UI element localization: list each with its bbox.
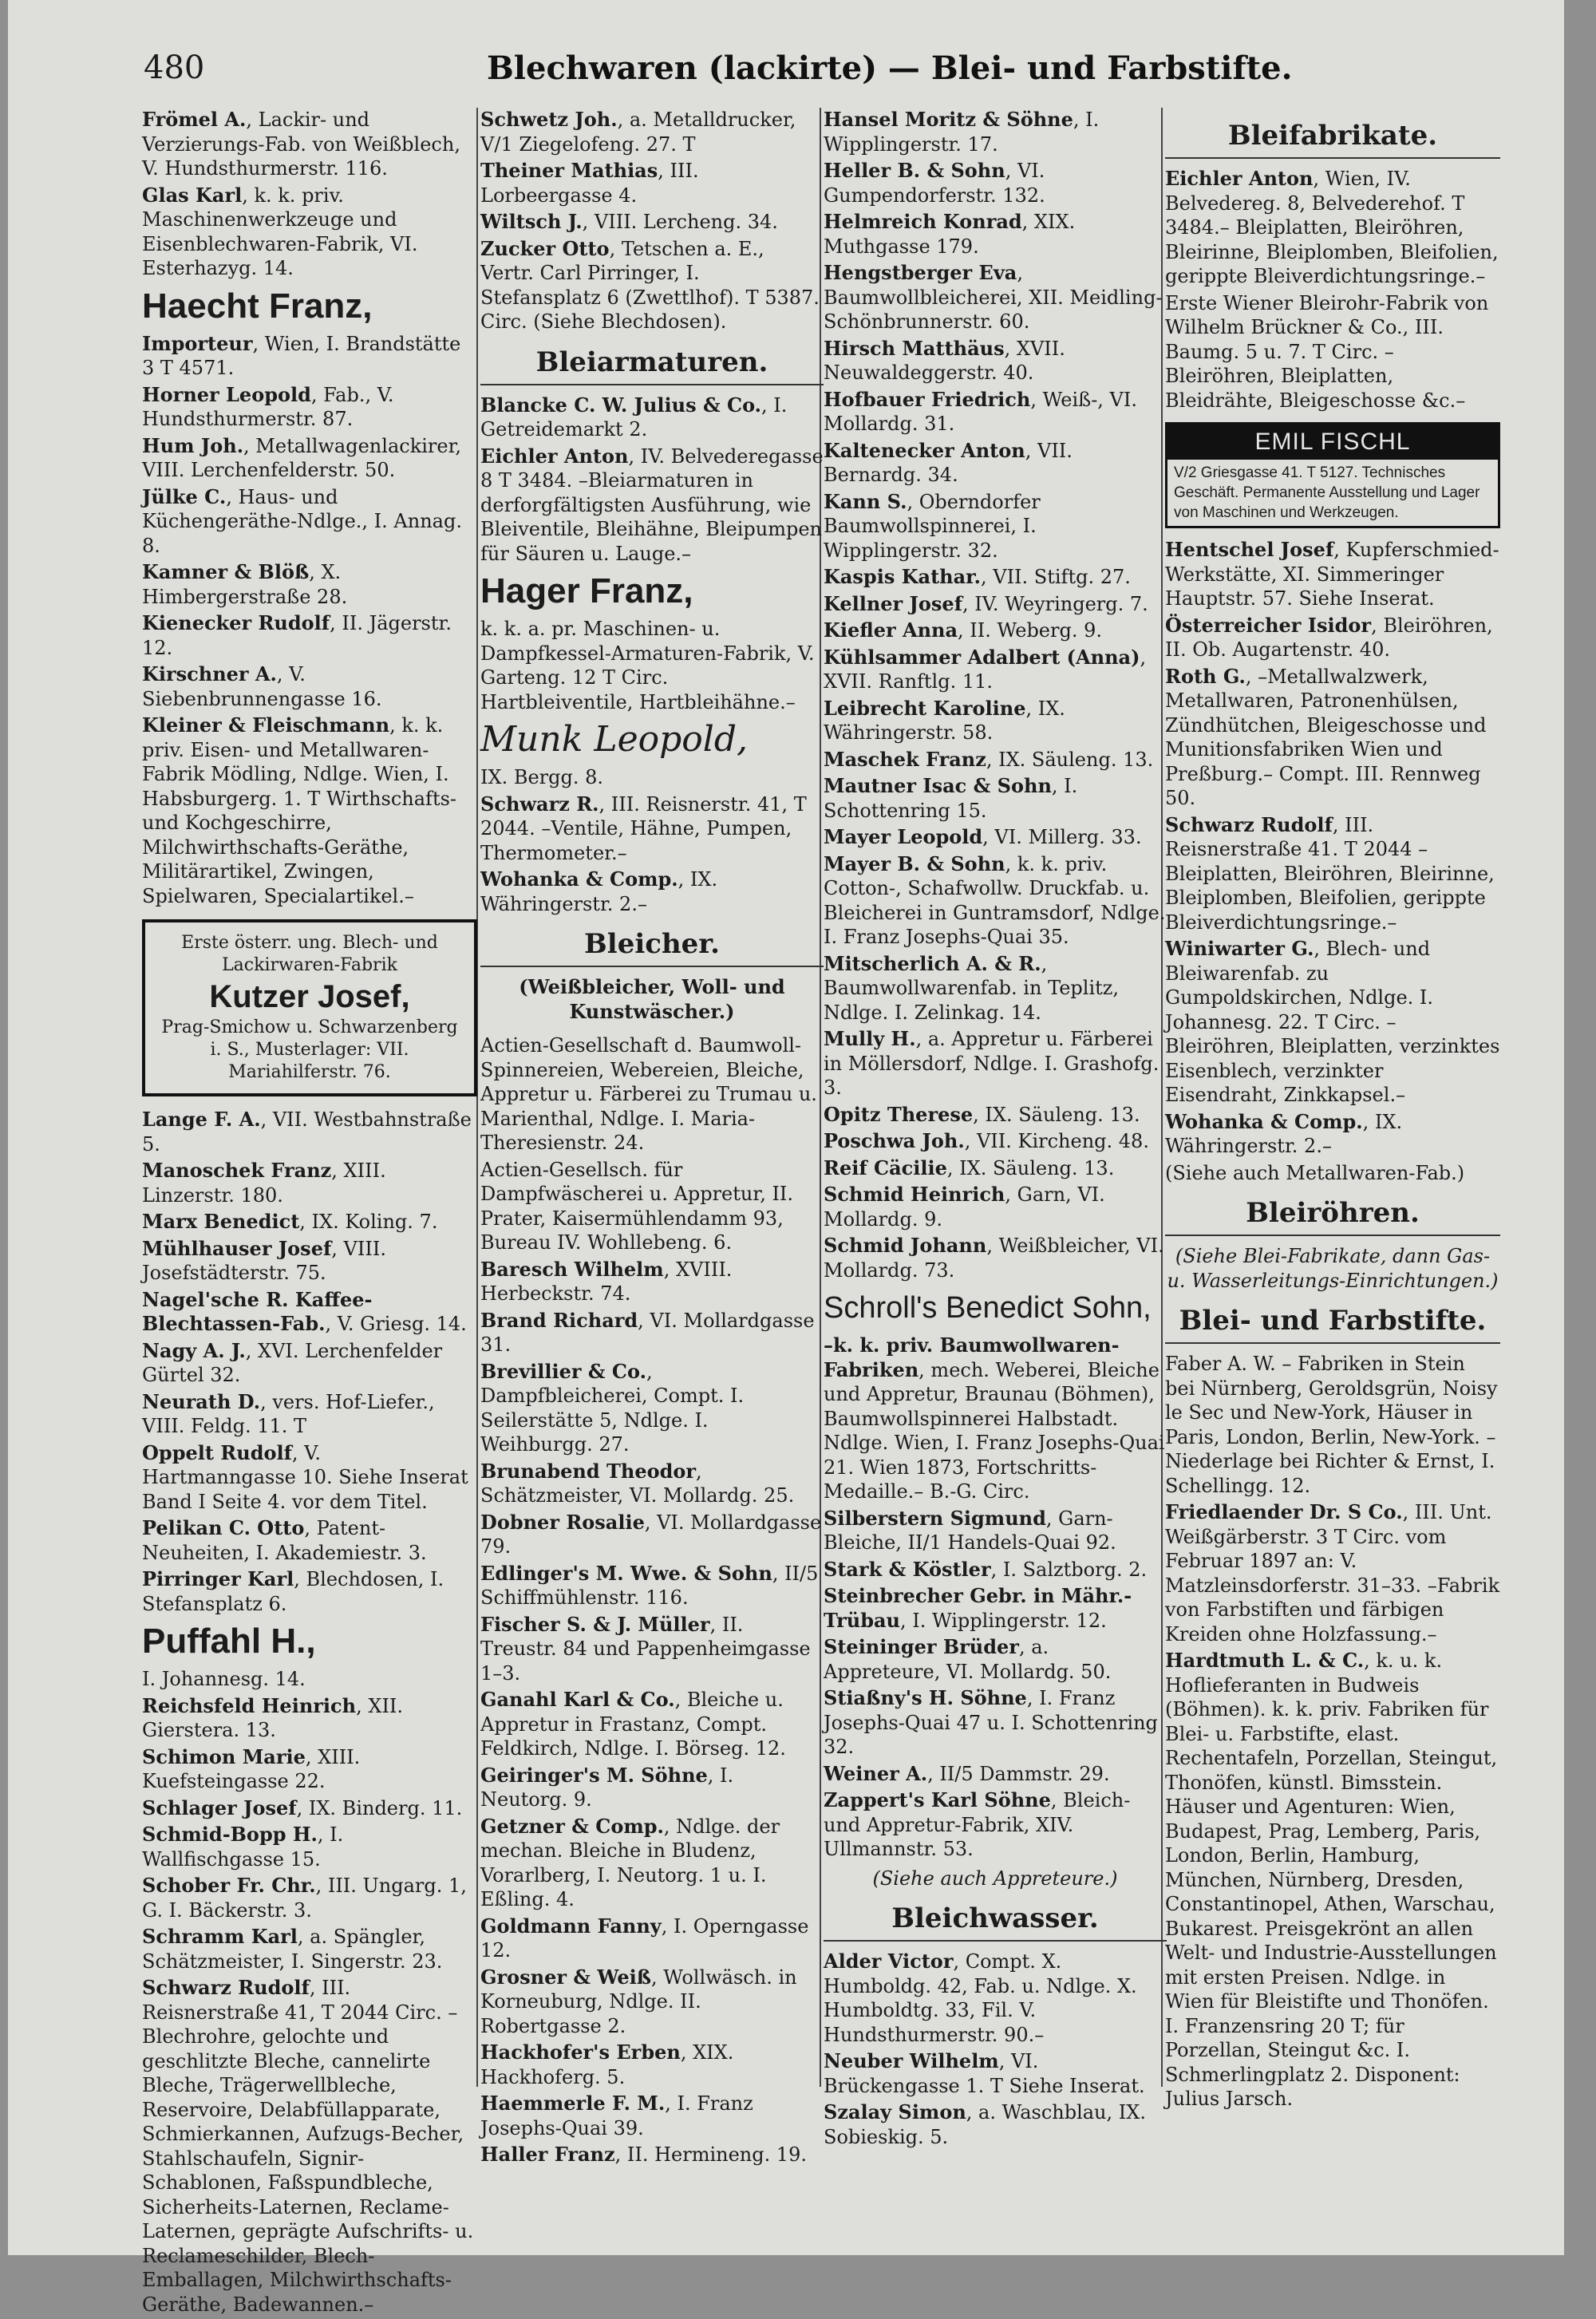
directory-entry: Eichler Anton, IV. Belvederegasse 8 T 3484. –Bleiarmaturen in derforgfältigsten Ausführung, wie Bleiventile, Bleihähne, Bleipumpen für Säuren u. Lauge.– [480, 444, 824, 565]
directory-entry: Actien-Gesellschaft d. Baumwoll-Spinnereien, Webereien, Bleiche, Appretur u. Färberei zu Trumau u. Marienthal, Ndlge. I. Maria-Theresienstr. 24. [480, 1034, 817, 1154]
directory-entry: Neurath D., vers. Hof-Liefer., VIII. Feldg. 11. T [142, 1389, 435, 1437]
directory-entry: Schlager Josef, IX. Binderg. 11. [142, 1796, 463, 1819]
directory-entry: Marx Benedict, IX. Koling. 7. [142, 1210, 438, 1233]
directory-entry: k. k. a. pr. Maschinen- u. Dampfkessel-Armaturen-Fabrik, V. Garteng. 12 T Circ. Hartbleiventile, Hartbleihähne.– [480, 618, 815, 713]
directory-entry: Glas Karl, k. k. priv. Maschinenwerkzeuge und Eisenblechwaren-Fabrik, VI. Esterhazyg. 14. [142, 183, 418, 279]
directory-entry: Theiner Mathias, III. Lorbeergasse 4. [480, 159, 699, 207]
directory-entry: Poschwa Joh., VII. Kircheng. 48. [824, 1129, 1149, 1152]
directory-entry: Schwarz Rudolf, III. Reisnerstraße 41, T 2044 Circ. –Blechrohre, gelochte und geschlitzte Bleche, cannelirte Bleche, Trägerwellbleche, Reservoire, Delabfüllapparate, Schmierkannen, Aufzugs-Becher, Stahlschaufeln, Signir-Schablonen, Faßspundbleche, Sicherheits-Laternen, Reclame-Laternen, geprägte Aufschrifts- u. Reclameschilder, Blech-Emballagen, Milchwirthschafts-Geräthe, Badewannen.– [142, 1976, 474, 2316]
directory-entry: Kamner & Blöß, X. Himbergerstraße 28. [142, 560, 348, 608]
advert-name: Puffahl H., [142, 1622, 316, 1661]
directory-entry: Österreicher Isidor, Bleiröhren, II. Ob. Augartenstr. 40. [1165, 613, 1493, 661]
section-heading: Bleicher. [480, 926, 824, 967]
directory-entry: Hum Joh., Metallwagenlackirer, VIII. Lerchenfelderstr. 50. [142, 433, 462, 481]
directory-entry: Brunabend Theodor, Schätzmeister, VI. Mollardg. 25. [480, 1459, 795, 1507]
directory-entry: Stark & Köstler, I. Salztborg. 2. [824, 1557, 1148, 1581]
section-heading: Bleifabrikate. [1165, 117, 1500, 159]
directory-entry: Getzner & Comp., Ndlge. der mechan. Bleiche in Bludenz, Vorarlberg, I. Neutorg. 1 u. I. Eßling. 4. [480, 1814, 780, 1910]
directory-entry: Maschek Franz, IX. Säuleng. 13. [824, 747, 1154, 771]
directory-entry: Reichsfeld Heinrich, XII. Gierstera. 13. [142, 1693, 404, 1741]
advert-box-name: Kutzer Josef, [209, 979, 410, 1014]
directory-entry: Roth G., –Metallwalzwerk, Metallwaren, Patronenhülsen, Zündhütchen, Bleigeschosse und Munitionsfabriken Wien und Preßburg.– Compt. III. Rennweg 50. [1165, 664, 1487, 809]
directory-entry: Actien-Gesellsch. für Dampfwäscherei u. Appretur, II. Prater, Kaisermühlendamm 93, Bureau IV. Wohllebeng. 6. [480, 1158, 794, 1254]
directory-entry: Kellner Josef, IV. Weyringerg. 7. [824, 591, 1148, 615]
directory-entry: Ganahl Karl & Co., Bleiche u. Appretur in Frastanz, Compt. Feldkirch, Ndlge. I. Börseg. 12. [480, 1688, 786, 1760]
running-head: Blechwaren (lackirte) — Blei- und Farbstifte. [487, 49, 1293, 87]
directory-entry: Hofbauer Friedrich, Weiß-, VI. Mollardg. 31. [824, 387, 1137, 435]
section-heading: Bleiröhren. [1165, 1195, 1500, 1236]
directory-entry: Zappert's Karl Söhne, Bleich- und Appretur-Fabrik, XIV. Ullmannstr. 53. [824, 1788, 1131, 1860]
directory-entry: IX. Bergg. 8. [480, 766, 604, 788]
directory-entry: Goldmann Fanny, I. Operngasse 12. [480, 1914, 809, 1961]
directory-entry: Schober Fr. Chr., III. Ungarg. 1, G. I. Bäckerstr. 3. [142, 1874, 467, 1922]
directory-entry: Erste Wiener Bleirohr-Fabrik von Wilhelm Brückner & Co., III. Baumg. 5 u. 7. T Circ. –Bleiröhren, Bleiplatten, Bleidrähte, Bleigeschosse &c.– [1165, 291, 1489, 412]
directory-entry: Steininger Brüder, a. Appreteure, VI. Mollardg. 50. [824, 1635, 1112, 1683]
directory-entry: Stiaßny's H. Söhne, I. Franz Josephs-Quai 47 u. I. Schottenring 32. [824, 1686, 1158, 1758]
directory-entry: Importeur, Wien, I. Brandstätte 3 T 4571. [142, 331, 461, 379]
advert-emil-fischl [1165, 422, 1500, 528]
directory-entry: Oppelt Rudolf, V. Hartmanngasse 10. Siehe Inserat Band I Seite 4. vor dem Titel. [142, 1440, 468, 1513]
directory-entry: Haemmerle F. M., I. Franz Josephs-Quai 39. [480, 2092, 753, 2139]
directory-entry: Heller B. & Sohn, VI. Gumpendorferstr. 132. [824, 159, 1045, 207]
directory-entry: Kühlsammer Adalbert (Anna), XVII. Ranftlg. 11. [824, 645, 1147, 693]
directory-entry: Nagy A. J., XVI. Lerchenfelder Gürtel 32. [142, 1338, 443, 1386]
directory-entry: Hansel Moritz & Söhne, I. Wipplingerstr. 17. [824, 108, 1100, 156]
directory-entry: Schimon Marie, XIII. Kuefsteingasse 22. [142, 1744, 361, 1792]
directory-entry: Winiwarter G., Blech- und Bleiwarenfab. zu Gumpoldskirchen, Ndlge. I. Johannesg. 22. T Circ. –Bleiröhren, Bleiplatten, verzinktes Eisenblech, verzinkter Eisendraht, Zinkkapsel.– [1165, 937, 1500, 1106]
directory-entry: Mayer B. & Sohn, k. k. priv. Cotton-, Schafwollw. Druckfab. u. Bleicherei in Guntramsdorf, Ndlge. I. Franz Josephs-Quai 35. [824, 851, 1166, 948]
directory-entry: Friedlaender Dr. S Co., III. Unt. Weißgärberstr. 3 T Circ. vom Februar 1897 an: V. Matzleinsdorferstr. 31–33. –Fabrik von Farbstiften und färbigen Kreiden ohne Holzfassung.– [1165, 1500, 1500, 1645]
directory-entry: Wiltsch J., VIII. Lercheng. 34. [480, 210, 778, 233]
section-heading: Bleiarmaturen. [480, 344, 824, 385]
directory-entry: Mully H., a. Appretur u. Färberei in Möllersdorf, Ndlge. I. Grashofg. 3. [824, 1027, 1159, 1099]
section-heading: Bleichwasser. [824, 1900, 1167, 1942]
directory-entry: Opitz Therese, IX. Säuleng. 13. [824, 1102, 1140, 1126]
column-1 [142, 108, 477, 2319]
advert-name: Hager Franz, [480, 571, 693, 610]
directory-entry: Helmreich Konrad, XIX. Muthgasse 179. [824, 210, 1076, 258]
directory-entry: Jülke C., Haus- und Küchengeräthe-Ndlge., I. Annag. 8. [142, 484, 462, 557]
directory-entry: Zucker Otto, Tetschen a. E., Vertr. Carl Pirringer, I. Stefansplatz 6 (Zwettlhof). T 5387. Circ. (Siehe Blechdosen). [480, 236, 820, 333]
directory-entry: I. Johannesg. 14. [142, 1668, 306, 1690]
directory-entry: Brevillier & Co., Dampfbleicherei, Compt. I. Seilerstätte 5, Ndlge. I. Weihburgg. 27. [480, 1359, 745, 1456]
section-note: (Weißbleicher, Woll- und Kunstwäscher.) [519, 975, 785, 1023]
directory-entry: Eichler Anton, Wien, IV. Belvedereg. 8, Belvederehof. T 3484.– Bleiplatten, Bleiröhren, Bleirinne, Bleiplomben, Bleifolien, gerippte Bleiverdichtungsringe.– [1165, 167, 1499, 287]
directory-entry: Mautner Isac & Sohn, I. Schottenring 15. [824, 774, 1078, 822]
advert-name: Schroll's Benedict Sohn, [824, 1291, 1152, 1325]
advert-box-line: Prag-Smichow u. Schwarzenberg i. S., Musterlager: VII. Mariahilferstr. 76. [161, 1017, 458, 1082]
advert-name: Haecht Franz, [142, 286, 373, 326]
directory-entry: Blancke C. W. Julius & Co., I. Getreidemarkt 2. [480, 393, 788, 440]
directory-entry: Hentschel Josef, Kupferschmied-Werkstätte, XI. Simmeringer Hauptstr. 57. Siehe Inserat. [1165, 538, 1499, 610]
page-number: 480 [144, 49, 205, 86]
advert-bar-name: EMIL FISCHL [1167, 425, 1498, 460]
directory-entry: Kiefler Anna, II. Weberg. 9. [824, 618, 1102, 642]
directory-entry: Leibrecht Karoline, IX. Währingerstr. 58. [824, 696, 1065, 744]
directory-entry: Dobner Rosalie, VI. Mollardgasse 79. [480, 1510, 822, 1558]
directory-entry: –k. k. priv. Baumwollwaren-Fabriken, mech. Weberei, Bleiche und Appretur, Braunau (Böhmen), Baumwollspinnerei Halbstadt. Ndlge. Wien, I. Franz Josephs-Quai 21. Wien 1873, Fortschritts-Medaille.– B.-G. Circ. [824, 1333, 1165, 1503]
directory-entry: Faber A. W. – Fabriken in Stein bei Nürnberg, Geroldsgrün, Noisy le Sec und New-York, Häuser in Paris, London, Berlin, New-York. – Niederlage bei Richter & Ernst, I. Schellingg. 12. [1165, 1353, 1498, 1497]
directory-entry: Brand Richard, VI. Mollardgasse 31. [480, 1308, 815, 1356]
directory-entry: Geiringer's M. Söhne, I. Neutorg. 9. [480, 1763, 734, 1811]
directory-entry: Schramm Karl, a. Spängler, Schätzmeister, I. Singerstr. 23. [142, 1925, 443, 1973]
directory-entry: Schwarz Rudolf, III. Reisnerstraße 41. T 2044 –Bleiplatten, Bleiröhren, Bleirinne, Bleiplomben, Bleifolien, gerippte Bleiverdichtungsringe.– [1165, 812, 1495, 934]
directory-page [8, 0, 1564, 2316]
section-note: (Siehe auch Appreteure.) [872, 1867, 1118, 1890]
directory-entry: Horner Leopold, Fab., V. Hundsthurmerstr. 87. [142, 382, 394, 430]
directory-entry: Schmid-Bopp H., I. Wallfischgasse 15. [142, 1823, 344, 1871]
directory-entry: Mayer Leopold, VI. Millerg. 33. [824, 825, 1142, 848]
directory-entry: Wohanka & Comp., IX. Währingerstr. 2.– [1165, 1109, 1403, 1157]
directory-entry: Grosner & Weiß, Wollwäsch. in Korneuburg, Ndlge. II. Robertgasse 2. [480, 1965, 797, 2037]
directory-entry: Hackhofer's Erben, XIX. Hackhoferg. 5. [480, 2040, 734, 2088]
directory-entry: Kienecker Rudolf, II. Jägerstr. 12. [142, 611, 452, 659]
directory-entry: Haller Franz, II. Hermineng. 19. [480, 2143, 808, 2166]
section-note: (Siehe Blei-Fabrikate, dann Gas- u. Wasserleitungs-Einrichtungen.) [1167, 1245, 1499, 1292]
column-2 [480, 108, 824, 2170]
directory-entry: Weiner A., II/5 Dammstr. 29. [824, 1761, 1110, 1785]
directory-entry: Hengstberger Eva, Baumwollbleicherei, XII. Meidling-Schönbrunnerstr. 60. [824, 261, 1163, 333]
directory-entry: Neuber Wilhelm, VI. Brückengasse 1. T Siehe Inserat. [824, 2049, 1145, 2097]
directory-entry: Schmid Heinrich, Garn, VI. Mollardg. 9. [824, 1183, 1105, 1231]
directory-entry: Kaltenecker Anton, VII. Bernardg. 34. [824, 438, 1073, 486]
directory-entry: Szalay Simon, a. Waschblau, IX. Sobieskig. 5. [824, 2100, 1146, 2148]
directory-entry: Schwarz R., III. Reisnerstr. 41, T 2044. –Ventile, Hähne, Pumpen, Thermometer.– [480, 792, 807, 864]
directory-entry: Reif Cäcilie, IX. Säuleng. 13. [824, 1156, 1115, 1179]
directory-entry: Schmid Johann, Weißbleicher, VI. Mollardg. 73. [824, 1234, 1164, 1282]
directory-entry: Alder Victor, Compt. X. Humboldg. 42, Fab. u. Ndlge. X. Humboldtg. 33, Fil. V. Hundsthurmerstr. 90.– [824, 1950, 1137, 2046]
directory-entry: Schwetz Joh., a. Metalldrucker, V/1 Ziegelofeng. 27. T [480, 108, 796, 156]
column-4 [1165, 108, 1500, 2114]
directory-entry: Kaspis Kathar., VII. Stiftg. 27. [824, 565, 1131, 588]
directory-entry: Wohanka & Comp., IX. Währingerstr. 2.– [480, 867, 718, 915]
column-3 [824, 108, 1167, 2151]
directory-entry: Edlinger's M. Wwe. & Sohn, II/5 Schiffmühlenstr. 116. [480, 1561, 819, 1609]
directory-entry: Frömel A., Lackir- und Verzierungs-Fab. von Weißblech, V. Hundsthurmerstr. 116. [142, 108, 460, 180]
directory-entry: Mitscherlich A. & R., Baumwollwarenfab. in Teplitz, Ndlge. I. Zelinkag. 14. [824, 951, 1120, 1024]
advert-name: Munk Leopold, [480, 719, 749, 760]
directory-entry: Steinbrecher Gebr. in Mähr.-Trübau, I. Wipplingerstr. 12. [824, 1584, 1132, 1632]
directory-entry: Silberstern Sigmund, Garn-Bleiche, II/1 Handels-Quai 92. [824, 1506, 1116, 1554]
directory-entry: Hirsch Matthäus, XVII. Neuwaldeggerstr. 40. [824, 336, 1065, 384]
advert-box [142, 919, 477, 1096]
directory-entry: Pirringer Karl, Blechdosen, I. Stefansplatz 6. [142, 1567, 444, 1615]
directory-entry: Baresch Wilhelm, XVIII. Herbeckstr. 74. [480, 1257, 733, 1305]
directory-entry: Lange F. A., VII. Westbahnstraße 5. [142, 1108, 472, 1156]
directory-entry: Nagel'sche R. Kaffee-Blechtassen-Fab., V. Griesg. 14. [142, 1287, 467, 1335]
directory-entry: Kirschner A., V. Siebenbrunnengasse 16. [142, 662, 382, 710]
directory-entry: Kann S., Oberndorfer Baumwollspinnerei, I. Wipplingerstr. 32. [824, 489, 1041, 562]
directory-entry: Kleiner & Fleischmann, k. k. priv. Eisen- und Metallwaren-Fabrik Mödling, Ndlge. Wien, I. Habsburgerg. 1. T Wirthschafts- und Kochgeschirre, Milchwirthschafts-Geräthe, Militärartikel, Zwingen, Spielwaren, Specialartikel.– [142, 713, 457, 907]
directory-entry: Mühlhauser Josef, VIII. Josefstädterstr. 75. [142, 1236, 386, 1284]
directory-entry: Hardtmuth L. & C., k. u. k. Hoflieferanten in Budweis (Böhmen). k. k. priv. Fabriken für Blei- u. Farbstifte, elast. Rechentafeln, Porzellan, Steingut, Thonöfen, künstl. Bimsstein. Häuser und Agenturen: Wien, Budapest, Prag, Lemberg, Paris, London, Berlin, Hamburg, München, Nürnberg, Dresden, Constantinopel, Athen, Warschau, Bukarest. Preisgekrönt an allen Welt- und Industrie-Ausstellungen mit ersten Preisen. Ndlge. in Wien für Bleistifte und Thonöfen. I. Franzensring 20 T; für Porzellan, Steingut &c. I. Schmerlingplatz 2. Disponent: Julius Jarsch. [1165, 1649, 1498, 2110]
section-heading: Blei- und Farbstifte. [1165, 1302, 1500, 1344]
directory-entry: Pelikan C. Otto, Patent-Neuheiten, I. Akademiestr. 3. [142, 1516, 427, 1564]
directory-entry: Fischer S. & J. Müller, II. Treustr. 84 und Pappenheimgasse 1–3. [480, 1612, 811, 1685]
advert-text: V/2 Griesgasse 41. T 5127. Technisches Geschäft. Permanente Ausstellung und Lager von Maschinen und Werkzeugen. [1174, 464, 1480, 521]
directory-entry: Manoschek Franz, XIII. Linzerstr. 180. [142, 1159, 386, 1207]
advert-box-line: Erste österr. ung. Blech- und Lackirwaren-Fabrik [181, 933, 438, 975]
directory-entry: (Siehe auch Metallwaren-Fab.) [1165, 1161, 1465, 1184]
